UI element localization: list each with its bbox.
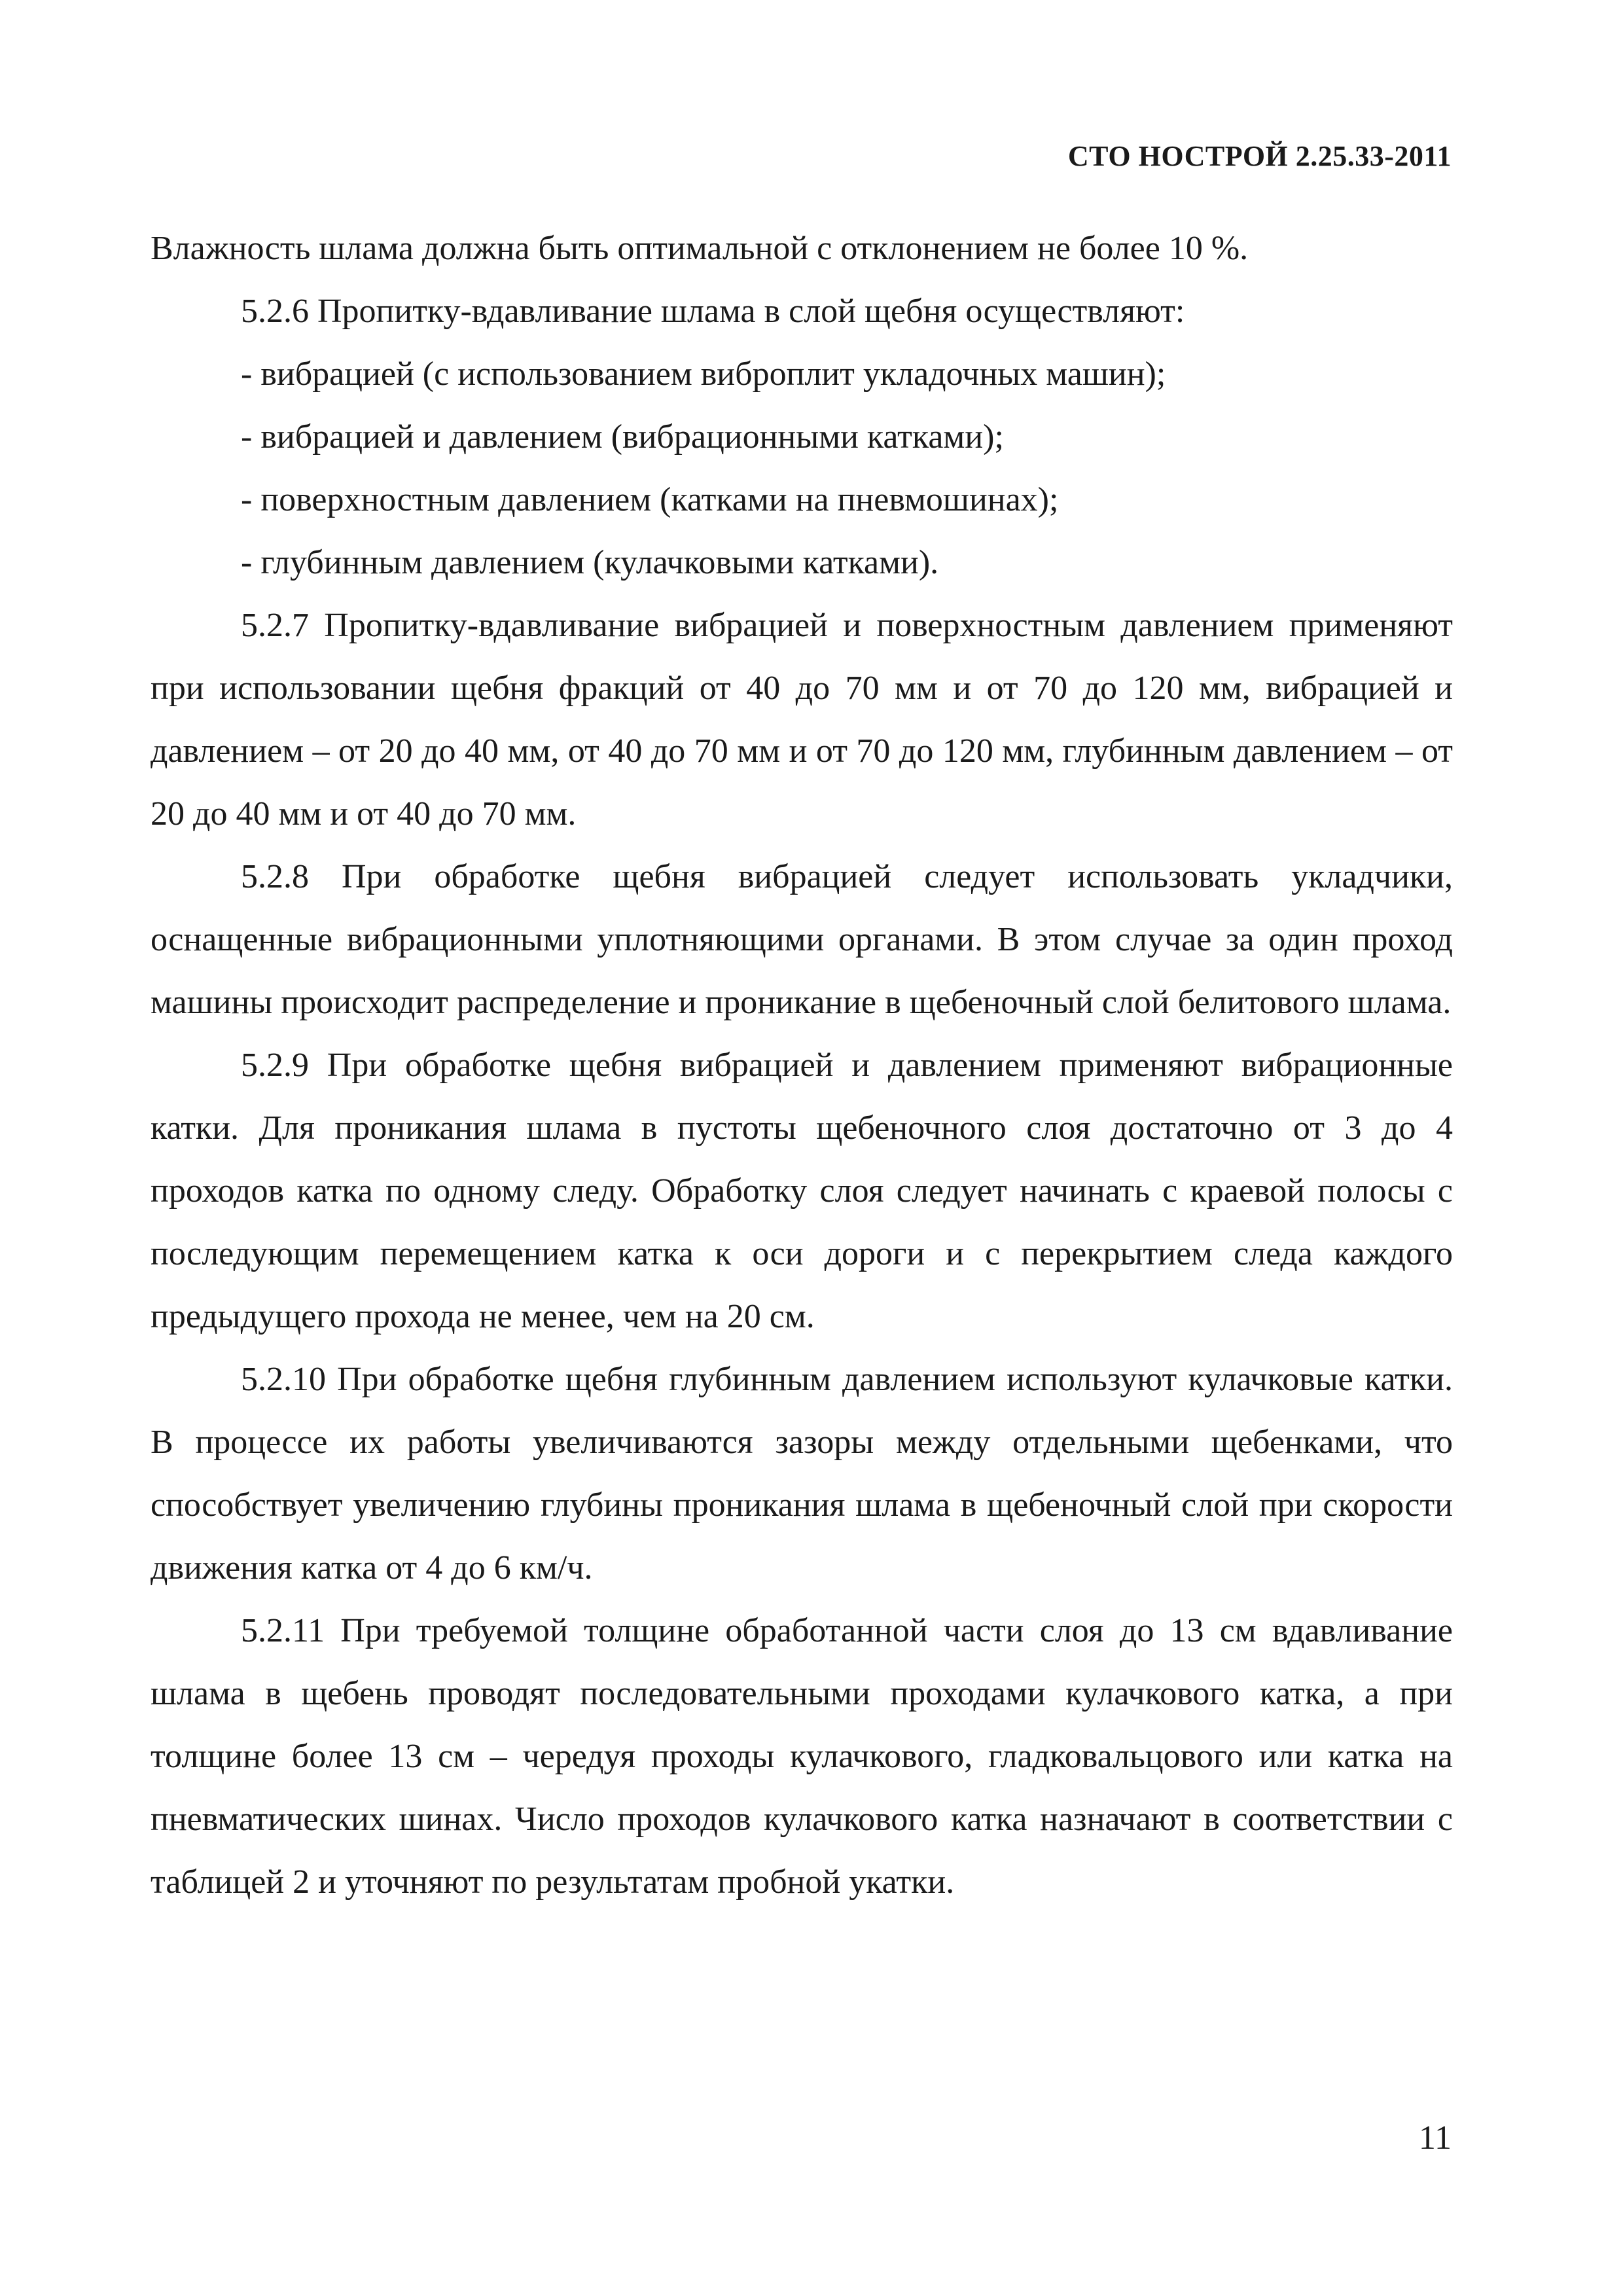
paragraph-5-2-6: 5.2.6 Пропитку-вдавливание шлама в слой щебня осуществляют: [241,293,1185,330]
paragraph-5-2-11: 5.2.11 При требуемой толщине обработанной части слоя до 13 см вдавливание шлама в щебень проводят последовательными проходами кулачкового катка, а при толщине более 13 см – чередуя проходы кулачкового, гладковальцового или катка на пневматических шинах. Число проходов кулачкового катка назначают в соответствии с таблицей 2 и уточняют по результатам пробной укатки. [151,1612,1453,1901]
list-item-vibration: - вибрацией (с использованием виброплит укладочных машин); [241,355,1166,393]
paragraph-5-2-7: 5.2.7 Пропитку-вдавливание вибрацией и поверхностным давлением применяют при использовании щебня фракций от 40 до 70 мм и от 70 до 120 мм, вибрацией и давлением – от 20 до 40 мм, от 40 до 70 мм и от 70 до 120 мм, глубинным давлением – от 20 до 40 мм и от 40 до 70 мм. [151,607,1453,833]
list-item-surface-pressure: - поверхностным давлением (катками на пневмошинах); [241,481,1059,518]
list-item-deep-pressure: - глубинным давлением (кулачковыми катками). [241,544,939,581]
paragraph-humidity: Влажность шлама должна быть оптимальной с отклонением не более 10 %. [151,230,1249,267]
paragraph-5-2-9: 5.2.9 При обработке щебня вибрацией и давлением применяют вибрационные катки. Для проникания шлама в пустоты щебеночного слоя достаточно от 3 до 4 проходов катка по одному следу. Обработку слоя следует начинать с краевой полосы с последующим перемещением катка к оси дороги и с перекрытием следа каждого предыдущего прохода не менее, чем на 20 см. [151,1047,1453,1335]
page-number: 11 [1418,2119,1452,2157]
document-code-header: СТО НОСТРОЙ 2.25.33-2011 [1067,140,1452,172]
list-item-vibration-pressure: - вибрацией и давлением (вибрационными катками); [241,418,1004,456]
paragraph-5-2-10: 5.2.10 При обработке щебня глубинным давлением используют кулачковые катки. В процессе их работы увеличиваются зазоры между отдельными щебенками, что способствует увеличению глубины проникания шлама в щебеночный слой при скорости движения катка от 4 до 6 км/ч. [151,1361,1453,1587]
paragraph-5-2-8: 5.2.8 При обработке щебня вибрацией следует использовать укладчики, оснащенные вибрационными уплотняющими органами. В этом случае за один проход машины происходит распределение и проникание в щебеночный слой белитового шлама. [151,858,1453,1021]
body-text [151,217,1453,1914]
